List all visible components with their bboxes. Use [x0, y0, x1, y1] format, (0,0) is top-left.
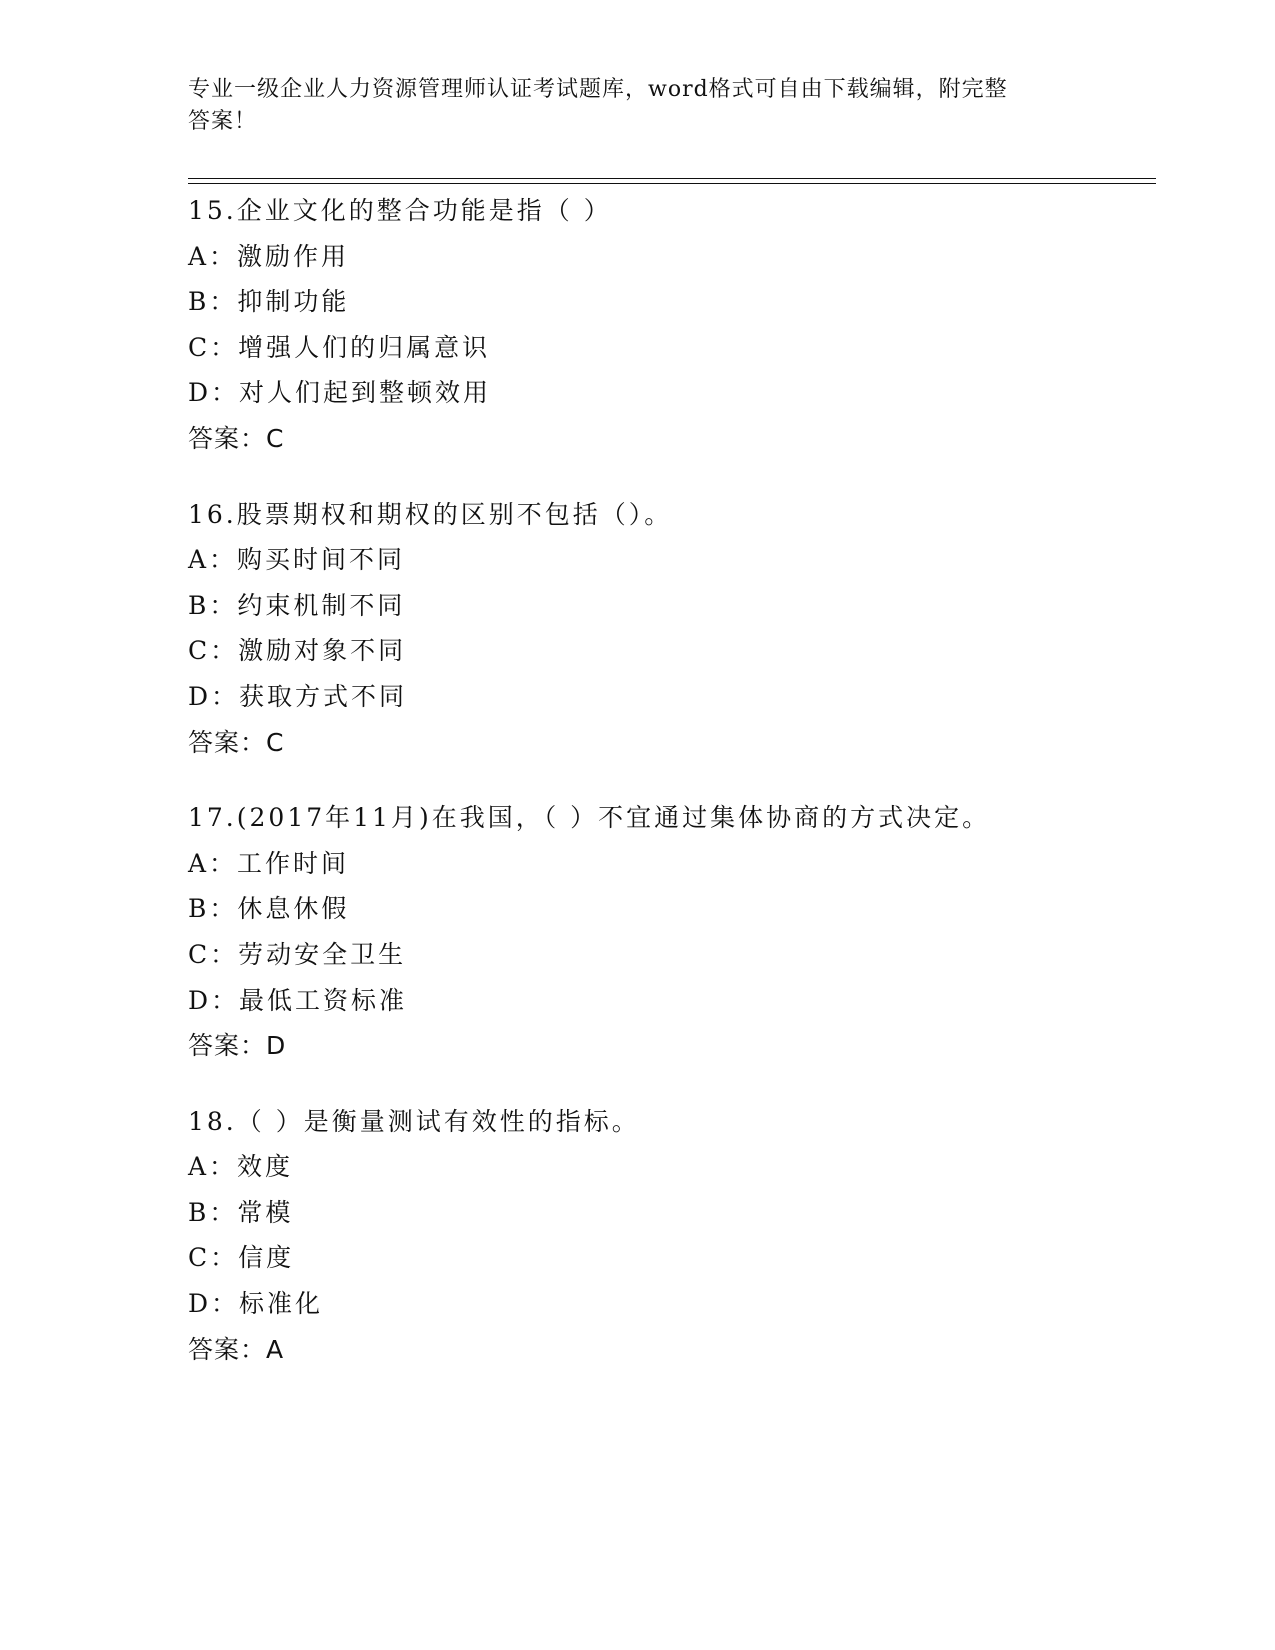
option-c: C：增强人们的归属意识 — [188, 332, 491, 362]
header-line-2: 答案！ — [188, 109, 258, 134]
answer-label: 答案：D — [188, 1031, 287, 1061]
option-b: B：常模 — [188, 1197, 294, 1227]
option-a: A：工作时间 — [188, 848, 350, 878]
option-b: B：约束机制不同 — [188, 590, 406, 620]
answer-label: 答案：C — [188, 727, 285, 757]
question-16 — [188, 492, 1148, 766]
header-divider-top — [188, 178, 1156, 179]
question-list — [188, 188, 1148, 1402]
option-d: D：获取方式不同 — [188, 681, 408, 711]
answer-label: 答案：C — [188, 423, 285, 453]
option-d: D：对人们起到整顿效用 — [188, 378, 492, 408]
answer-label: 答案：A — [188, 1334, 285, 1364]
option-a: A：购买时间不同 — [188, 545, 406, 575]
document-header — [188, 74, 1088, 138]
question-stem: 16.股票期权和期权的区别不包括（）。 — [188, 499, 673, 529]
option-d: D：最低工资标准 — [188, 985, 408, 1015]
question-18 — [188, 1099, 1148, 1373]
question-stem: 15.企业文化的整合功能是指（ ） — [188, 196, 612, 225]
option-b: B：抑制功能 — [188, 287, 350, 317]
question-15 — [188, 188, 1148, 462]
question-17 — [188, 795, 1148, 1069]
option-d: D：标准化 — [188, 1289, 324, 1319]
option-a: A：激励作用 — [188, 241, 350, 271]
option-c: C：激励对象不同 — [188, 636, 407, 666]
option-c: C：信度 — [188, 1243, 295, 1273]
option-a: A：效度 — [188, 1152, 294, 1182]
question-stem: 17.(2017年11月)在我国，（ ）不宜通过集体协商的方式决定。 — [188, 803, 991, 833]
option-b: B：休息休假 — [188, 894, 350, 924]
header-divider-bottom — [188, 183, 1156, 184]
question-stem: 18.（ ）是衡量测试有效性的指标。 — [188, 1106, 640, 1136]
header-line-1: 专业一级企业人力资源管理师认证考试题库，word格式可自由下载编辑，附完整 — [188, 77, 1008, 102]
option-c: C：劳动安全卫生 — [188, 939, 407, 969]
